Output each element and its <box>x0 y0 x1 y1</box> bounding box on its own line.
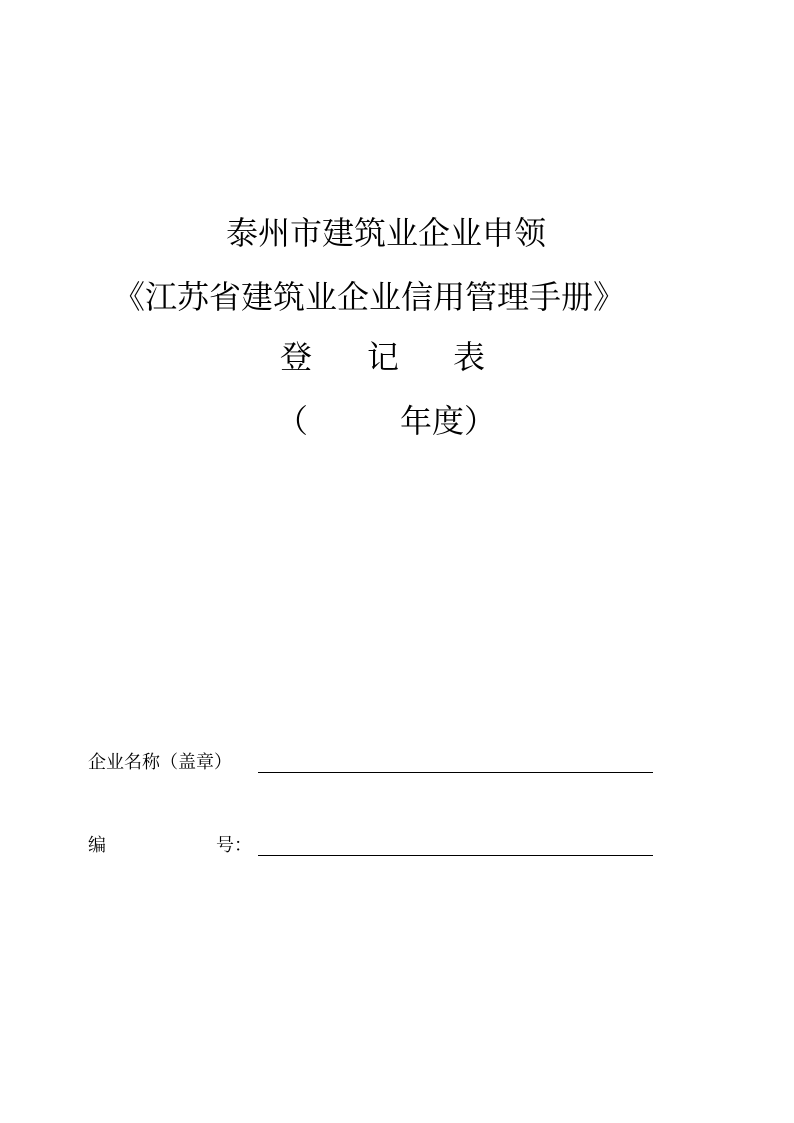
title-char-biao: 表 <box>453 338 486 376</box>
number-label-right: 号： <box>216 835 252 856</box>
title-char-ji: 记 <box>367 338 400 376</box>
number-field[interactable] <box>258 855 653 856</box>
company-name-field[interactable] <box>258 772 653 773</box>
title-line-2: 《江苏省建筑业企业信用管理手册》 <box>113 278 626 316</box>
title-line-1: 泰州市建筑业企业申领 <box>226 214 547 252</box>
number-label-left: 编 <box>88 835 106 856</box>
company-name-label: 企业名称（盖章） <box>88 752 232 773</box>
year-open-paren: （ <box>276 402 309 440</box>
year-label: 年度） <box>400 402 497 440</box>
title-char-deng: 登 <box>280 338 313 376</box>
